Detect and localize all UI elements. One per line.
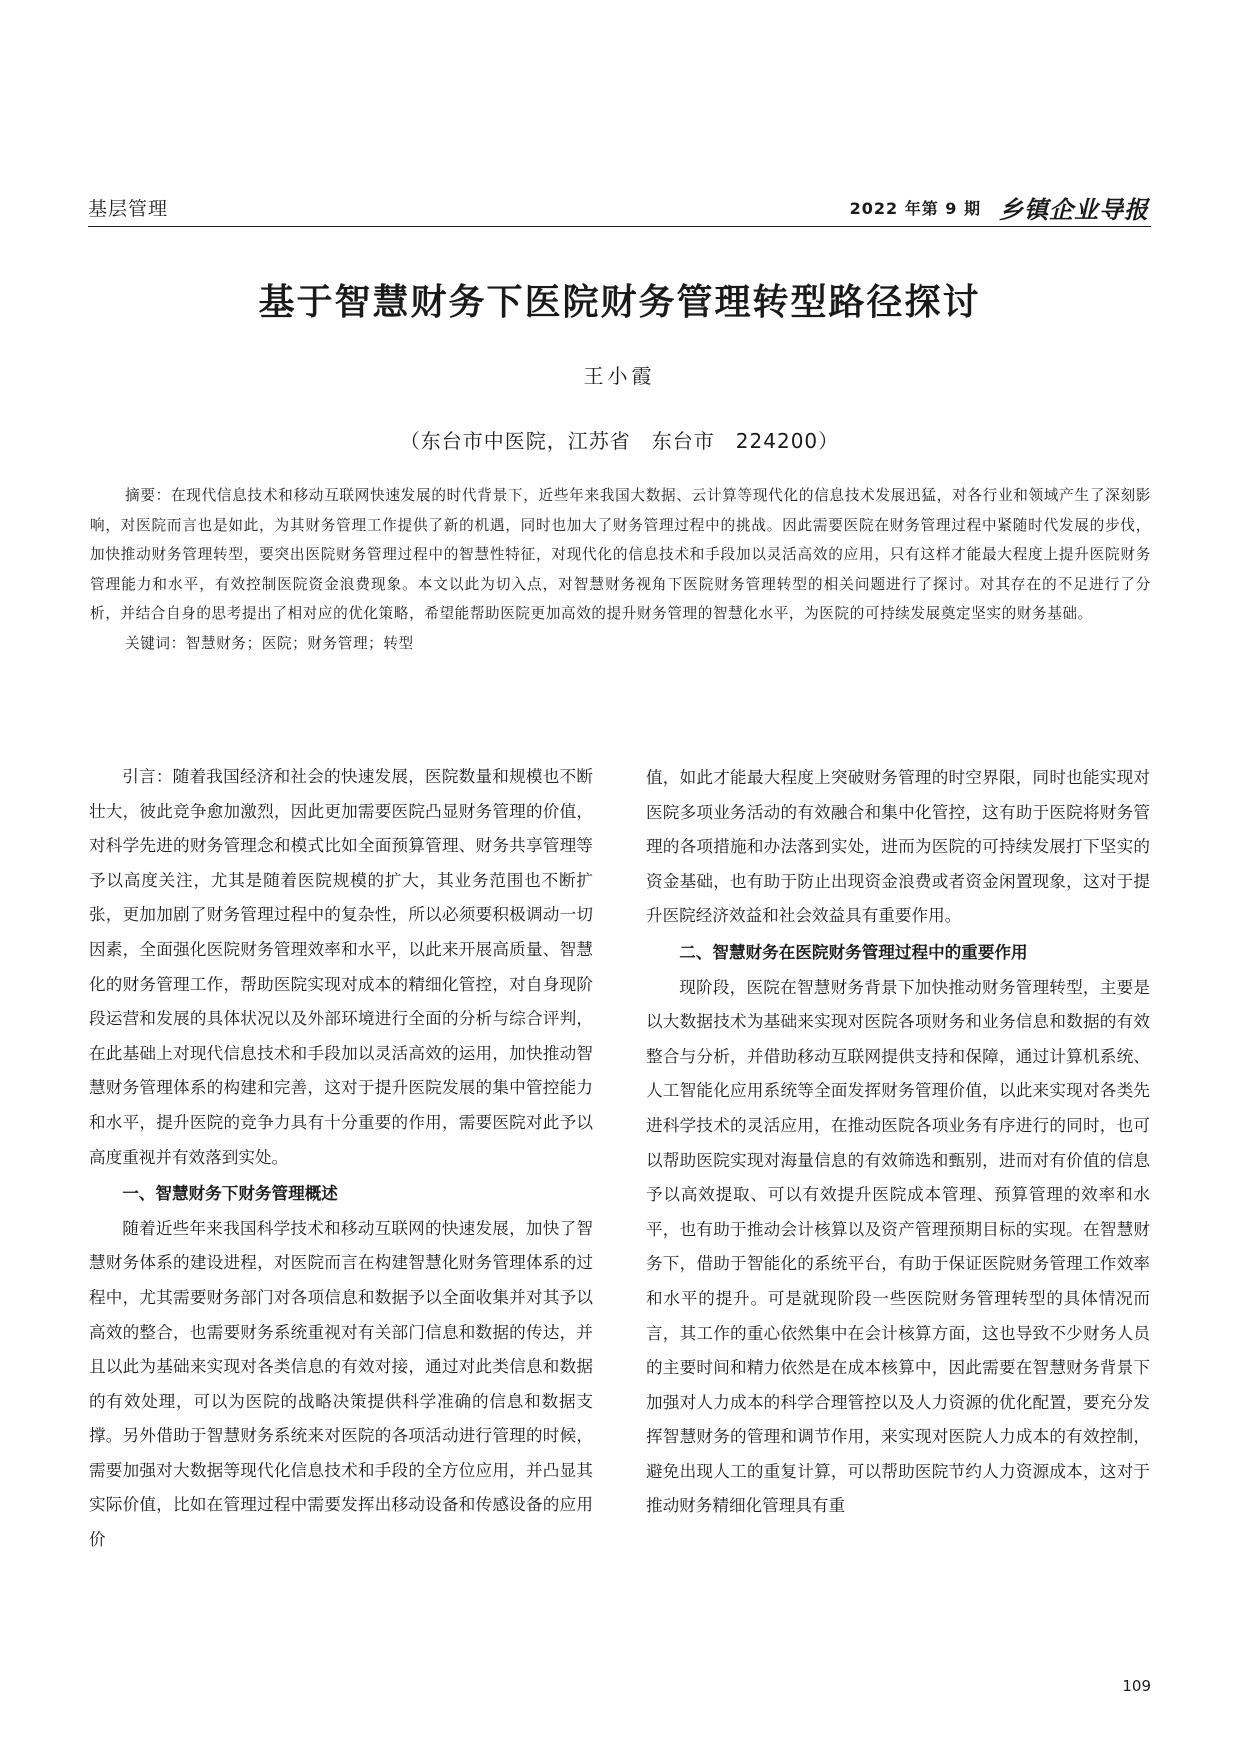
section-heading-1: 一、智慧财务下财务管理概述: [122, 1184, 338, 1204]
section-name: 基层管理: [88, 198, 169, 220]
author-affiliation: （东台市中医院，江苏省 东台市 224200）: [399, 429, 840, 453]
left-column: [89, 760, 593, 1558]
keywords: 关键词：智慧财务；医院；财务管理；转型: [125, 634, 414, 652]
journal-name: 乡镇企业导报: [999, 196, 1149, 224]
right-column: [646, 761, 1150, 1524]
section1-paragraph: 随着近些年来我国科学技术和移动互联网的快速发展，加快了智慧财务体系的建设进程，对医院而言在构建智慧化财务管理体系的过程中，尤其需要财务部门对各项信息和数据予以全面收集并对其予以高效的整合，也需要财务系统重视对有关部门信息和数据的传达，并且以此为基础来实现对各类信息的有效对接，通过对此类信息和数据的有效处理，可以为医院的战略决策提供科学准确的信息和数据支撑。另外借助于智慧财务系统来对医院的各项活动进行管理的时候，需要加强对大数据等现代化信息技术和手段的全方位应用，并凸显其实际价值，比如在管理过程中需要发挥出移动设备和传感设备的应用价: [89, 1218, 593, 1550]
issue-label: 2022 年第 9 期: [849, 199, 981, 218]
section2-paragraph: 现阶段，医院在智慧财务背景下加快推动财务管理转型，主要是以大数据技术为基础来实现对医院各项财务和业务信息和数据的有效整合与分析，并借助移动互联网提供支持和保障，通过计算机系统、人工智能化应用系统等全面发挥财务管理价值，以此来实现对各类先进科学技术的灵活应用，在推动医院各项业务有序进行的同时，也可以帮助医院实现对海量信息的有效筛选和甄别，进而对有价值的信息予以高效提取、可以有效提升医院成本管理、预算管理的效率和水平，也有助于推动会计核算以及资产管理预期目标的实现。在智慧财务下，借助于智能化的系统平台，有助于保证医院财务管理工作效率和水平的提升。可是就现阶段一些医院财务管理转型的具体情况而言，其工作的重心依然集中在会计核算方面，这也导致不少财务人员的主要时间和精力依然是在成本核算中，因此需要在智慧财务背景下加强对人力成本的科学合理管控以及人力资源的优化配置，要充分发挥智慧财务的管理和调节作用，来实现对医院人力成本的有效控制，避免出现人工的重复计算，可以帮助医院节约人力资源成本，这对于推动财务精细化管理具有重: [646, 977, 1150, 1516]
continued-paragraph: 值，如此才能最大程度上突破财务管理的时空界限，同时也能实现对医院多项业务活动的有效融合和集中化管控，这有助于医院将财务管理的各项措施和办法落到实处，进而为医院的可持续发展打下坚实的资金基础，也有助于防止出现资金浪费或者资金闲置现象，这对于提升医院经济效益和社会效益具有重要作用。: [646, 768, 1150, 926]
running-header: [88, 190, 1151, 227]
abstract-block: [90, 481, 1151, 658]
abstract-text: 摘要：在现代信息技术和移动互联网快速发展的时代背景下，近些年来我国大数据、云计算等现代化的信息技术发展迅猛，对各行业和领域产生了深刻影响，对医院而言也是如此，为其财务管理工作提供了新的机遇，同时也加大了财务管理过程中的挑战。因此需要医院在财务管理过程中紧随时代发展的步伐，加快推动财务管理转型，要突出医院财务管理过程中的智慧性特征，对现代化的信息技术和手段加以灵活高效的应用，只有这样才能最大程度上提升医院财务管理能力和水平，有效控制医院资金浪费现象。本文以此为切入点，对智慧财务视角下医院财务管理转型的相关问题进行了探讨。对其存在的不足进行了分析，并结合自身的思考提出了相对应的优化策略，希望能帮助医院更加高效的提升财务管理的智慧化水平，为医院的可持续发展奠定坚实的财务基础。: [90, 487, 1151, 622]
intro-paragraph: 引言：随着我国经济和社会的快速发展，医院数量和规模也不断壮大，彼此竞争愈加激烈，因此更加需要医院凸显财务管理的价值，对科学先进的财务管理念和模式比如全面预算管理、财务共享管理等予以高度关注，尤其是随着医院规模的扩大，其业务范围也不断扩张，更加加剧了财务管理过程中的复杂性，所以必须要积极调动一切因素，全面强化医院财务管理效率和水平，以此来开展高质量、智慧化的财务管理工作，帮助医院实现对成本的精细化管控，对自身现阶段运营和发展的具体状况以及外部环境进行全面的分析与综合评判，在此基础上对现代信息技术和手段加以灵活高效的运用，加快推动智慧财务管理体系的构建和完善，这对于提升医院发展的集中管控能力和水平，提升医院的竞争力具有十分重要的作用，需要医院对此予以高度重视并有效落到实处。: [89, 767, 593, 1167]
article-title: 基于智慧财务下医院财务管理转型路径探讨: [258, 282, 981, 323]
author-name: 王小霞: [583, 364, 656, 388]
section-heading-2: 二、智慧财务在医院财务管理过程中的重要作用: [679, 942, 1028, 962]
page-number: 109: [1122, 1677, 1151, 1695]
